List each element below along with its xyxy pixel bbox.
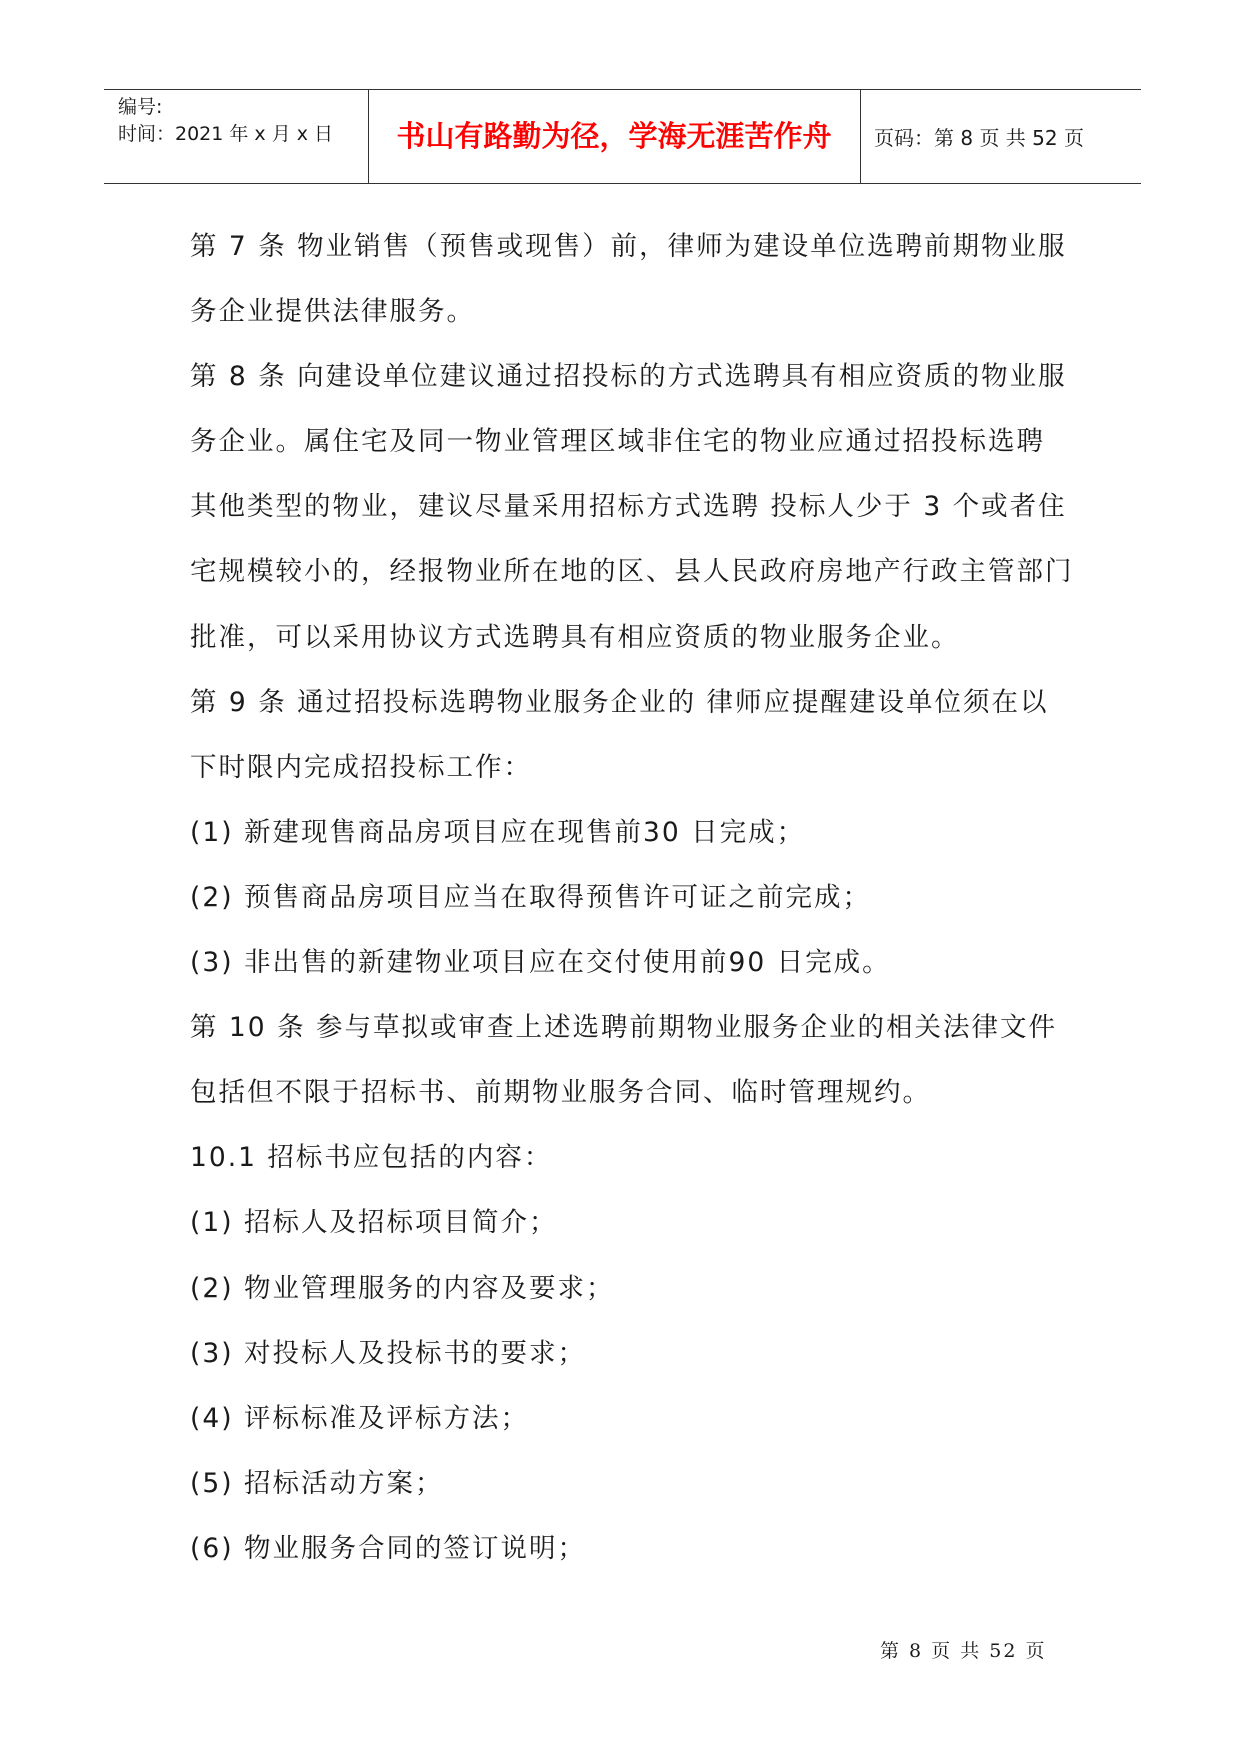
body-line: 第 10 条 参与草拟或审查上述选聘前期物业服务企业的相关法律文件 (190, 1012, 1057, 1044)
body-line: (2) 物业管理服务的内容及要求； (190, 1272, 615, 1304)
body-line: 第 9 条 通过招投标选聘物业服务企业的 律师应提醒建设单位须在以 (190, 686, 1049, 718)
header-motto: 书山有路勤为径，学海无涯苦作舟 (396, 119, 832, 153)
body-line: 下时限内完成招投标工作： (190, 751, 532, 783)
body-line: 第 8 条 向建设单位建议通过招投标的方式选聘具有相应资质的物业服 (190, 361, 1067, 393)
page-footer: 第 8 页 共 52 页 (880, 1640, 1047, 1662)
body-line: (1) 招标人及招标项目简介； (190, 1207, 558, 1239)
body-line: (1) 新建现售商品房项目应在现售前30 日完成； (190, 816, 806, 848)
body-line: (3) 非出售的新建物业项目应在交付使用前90 日完成。 (190, 947, 891, 979)
body-line: 宅规模较小的，经报物业所在地的区、县人民政府房地产行政主管部门 (190, 556, 1074, 588)
document-time: 时间：2021 年 x 月 x 日 (118, 123, 334, 145)
body-line: (6) 物业服务合同的签订说明； (190, 1532, 586, 1564)
body-line: 第 7 条 物业销售（预售或现售）前，律师为建设单位选聘前期物业服 (190, 231, 1067, 262)
body-line: 批准，可以采用协议方式选聘具有相应资质的物业服务企业。 (190, 621, 960, 653)
document-number-label: 编号: (118, 96, 163, 118)
page-header (104, 89, 1141, 184)
body-line: 包括但不限于招标书、前期物业服务合同、临时管理规约。 (190, 1077, 931, 1109)
body-line: 务企业。属住宅及同一物业管理区域非住宅的物业应通过招投标选聘 (190, 426, 1045, 458)
body-line: 务企业提供法律服务。 (190, 296, 475, 328)
body-line: 其他类型的物业，建议尽量采用招标方式选聘 投标人少于 3 个或者住 (190, 491, 1067, 523)
body-line: (5) 招标活动方案； (190, 1467, 444, 1499)
body-line: 10.1 招标书应包括的内容： (190, 1142, 553, 1174)
header-divider (860, 90, 861, 183)
body-line: (3) 对投标人及投标书的要求； (190, 1337, 586, 1369)
body-line: (4) 评标标准及评标方法； (190, 1402, 529, 1434)
body-line: (2) 预售商品房项目应当在取得预售许可证之前完成； (190, 881, 871, 913)
header-page-number: 页码：第 8 页 共 52 页 (874, 126, 1084, 150)
document-body (190, 214, 1090, 1581)
